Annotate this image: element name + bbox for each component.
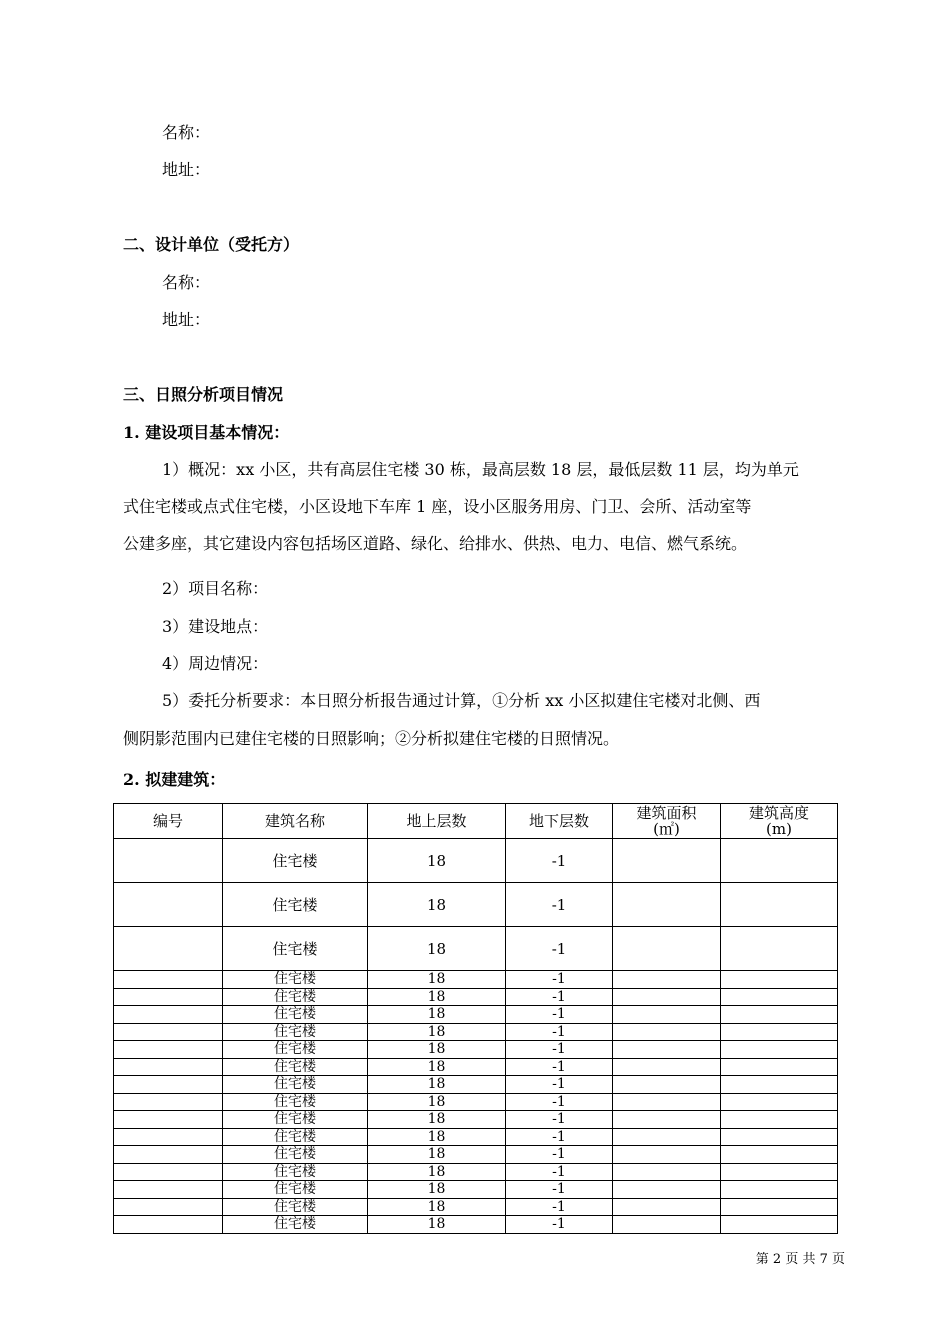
table-cell — [613, 1198, 721, 1216]
table-cell — [114, 1006, 223, 1024]
table-cell — [114, 927, 223, 971]
table-cell: -1 — [506, 1216, 613, 1234]
table-cell: 住宅楼 — [223, 1041, 368, 1059]
table-cell: 住宅楼 — [223, 1111, 368, 1129]
table-cell: 建筑名称 — [223, 804, 368, 839]
page-number: 第 2 页 共 7 页 — [755, 1252, 845, 1267]
table-row — [114, 1181, 838, 1199]
table-cell — [613, 927, 721, 971]
table-cell: 18 — [368, 988, 506, 1006]
table-cell — [721, 883, 838, 927]
table-cell — [613, 1111, 721, 1129]
table-cell: 住宅楼 — [223, 1093, 368, 1111]
client-address-label: 地址： — [162, 160, 211, 179]
table-cell — [721, 1023, 838, 1041]
table-cell — [613, 1181, 721, 1199]
table-row — [114, 1198, 838, 1216]
table-cell — [114, 1216, 223, 1234]
table-row — [114, 1006, 838, 1024]
table-cell — [114, 1181, 223, 1199]
table-cell: 18 — [368, 971, 506, 989]
table-cell: -1 — [506, 1163, 613, 1181]
section2-title: 二、设计单位（受托方） — [123, 235, 300, 254]
table-cell: 18 — [368, 1198, 506, 1216]
table-cell — [721, 1058, 838, 1076]
table-row — [114, 1093, 838, 1111]
table-cell: -1 — [506, 1146, 613, 1164]
table-cell: -1 — [506, 1111, 613, 1129]
table-cell — [114, 1198, 223, 1216]
table-row — [114, 971, 838, 989]
table-cell — [613, 1058, 721, 1076]
subsection1-title: 1. 建设项目基本情况： — [123, 423, 290, 442]
table-cell: 住宅楼 — [223, 1058, 368, 1076]
table-row — [114, 839, 838, 883]
table-cell — [613, 1093, 721, 1111]
table-cell — [721, 1198, 838, 1216]
table-cell — [721, 927, 838, 971]
table-cell: -1 — [506, 1093, 613, 1111]
table-cell — [114, 1023, 223, 1041]
table-cell: 住宅楼 — [223, 927, 368, 971]
table-cell: 住宅楼 — [223, 971, 368, 989]
table-cell: 住宅楼 — [223, 1181, 368, 1199]
table-cell — [613, 1076, 721, 1094]
table-cell: -1 — [506, 1181, 613, 1199]
table-cell: 住宅楼 — [223, 1023, 368, 1041]
table-cell — [721, 1163, 838, 1181]
table-row — [114, 927, 838, 971]
designer-name-label: 名称： — [162, 273, 211, 292]
table-cell: 住宅楼 — [223, 1128, 368, 1146]
table-cell — [721, 1111, 838, 1129]
table-cell: 18 — [368, 1163, 506, 1181]
table-row — [114, 1041, 838, 1059]
table-cell — [613, 839, 721, 883]
table-cell: -1 — [506, 1058, 613, 1076]
table-row — [114, 1023, 838, 1041]
table-cell: -1 — [506, 1041, 613, 1059]
table-cell: 住宅楼 — [223, 839, 368, 883]
table-cell: 住宅楼 — [223, 988, 368, 1006]
table-cell — [613, 1146, 721, 1164]
table-cell: -1 — [506, 883, 613, 927]
table-cell: -1 — [506, 988, 613, 1006]
table-row — [114, 1111, 838, 1129]
table-cell — [721, 839, 838, 883]
table-cell: 18 — [368, 1128, 506, 1146]
table-cell — [114, 1041, 223, 1059]
designer-address-label: 地址： — [162, 310, 211, 329]
table-row — [114, 883, 838, 927]
table-cell: 18 — [368, 1216, 506, 1234]
table-cell: 住宅楼 — [223, 1006, 368, 1024]
table-cell: 18 — [368, 1181, 506, 1199]
table-cell: 18 — [368, 1076, 506, 1094]
table-cell — [721, 1146, 838, 1164]
overview-line2: 式住宅楼或点式住宅楼，小区设地下车库 1 座，设小区服务用房、门卫、会所、活动室等 — [123, 497, 752, 516]
table-cell — [114, 988, 223, 1006]
surroundings: 4）周边情况： — [162, 654, 269, 673]
table-cell — [613, 1163, 721, 1181]
table-cell: 18 — [368, 927, 506, 971]
table-cell — [613, 971, 721, 989]
table-cell: -1 — [506, 927, 613, 971]
table-cell: 建筑面积 (㎡) — [613, 804, 721, 839]
table-cell: 18 — [368, 1111, 506, 1129]
table-cell — [721, 971, 838, 989]
table-cell: 住宅楼 — [223, 1216, 368, 1234]
requirements-line1: 5）委托分析要求：本日照分析报告通过计算，①分析 xx 小区拟建住宅楼对北侧、西 — [162, 691, 761, 710]
table-header-row — [114, 804, 838, 839]
table-cell: 18 — [368, 1093, 506, 1111]
table-row — [114, 1058, 838, 1076]
table-cell: 建筑高度 (m) — [721, 804, 838, 839]
table-cell — [613, 988, 721, 1006]
project-name: 2）项目名称： — [162, 579, 269, 598]
table-cell — [613, 1023, 721, 1041]
table-cell — [613, 1128, 721, 1146]
table-cell — [613, 1006, 721, 1024]
table-cell — [721, 988, 838, 1006]
overview-line1: 1）概况：xx 小区，共有高层住宅楼 30 栋，最高层数 18 层，最低层数 11 层，均为单元 — [162, 460, 799, 479]
table-row — [114, 988, 838, 1006]
client-name-label: 名称： — [162, 123, 211, 142]
table-row — [114, 1146, 838, 1164]
table-cell — [114, 1093, 223, 1111]
table-cell: -1 — [506, 971, 613, 989]
table-cell: 18 — [368, 1006, 506, 1024]
table-cell: -1 — [506, 1076, 613, 1094]
table-cell: 18 — [368, 1041, 506, 1059]
table-row — [114, 1076, 838, 1094]
table-cell: 地上层数 — [368, 804, 506, 839]
table-cell: -1 — [506, 1128, 613, 1146]
table-cell — [613, 883, 721, 927]
table-cell — [114, 971, 223, 989]
table-cell — [114, 1058, 223, 1076]
table-cell — [114, 1076, 223, 1094]
table-cell — [721, 1006, 838, 1024]
table-cell — [114, 1111, 223, 1129]
table-cell — [721, 1093, 838, 1111]
subsection2-title: 2. 拟建建筑： — [123, 770, 226, 789]
table-cell: 18 — [368, 1023, 506, 1041]
table-cell: 18 — [368, 1058, 506, 1076]
table-cell: 地下层数 — [506, 804, 613, 839]
table-row — [114, 1163, 838, 1181]
table-cell — [114, 883, 223, 927]
table-cell: -1 — [506, 839, 613, 883]
table-cell: 住宅楼 — [223, 1146, 368, 1164]
table-cell: 18 — [368, 883, 506, 927]
table-cell — [114, 1128, 223, 1146]
table-row — [114, 1128, 838, 1146]
table-cell: 编号 — [114, 804, 223, 839]
table-cell — [721, 1181, 838, 1199]
table-cell — [613, 1041, 721, 1059]
table-cell: 18 — [368, 839, 506, 883]
table-cell — [721, 1216, 838, 1234]
table-cell: 住宅楼 — [223, 1076, 368, 1094]
table-row — [114, 1216, 838, 1234]
section3-title: 三、日照分析项目情况 — [123, 385, 284, 404]
table-cell: 住宅楼 — [223, 1198, 368, 1216]
table-cell — [721, 1076, 838, 1094]
table-cell — [114, 839, 223, 883]
project-location: 3）建设地点： — [162, 617, 269, 636]
table-cell: 住宅楼 — [223, 1163, 368, 1181]
proposed-buildings-table — [113, 803, 838, 1234]
table-cell: 18 — [368, 1146, 506, 1164]
table-cell — [721, 1128, 838, 1146]
table-cell — [114, 1163, 223, 1181]
table-cell — [721, 1041, 838, 1059]
table-cell: -1 — [506, 1006, 613, 1024]
requirements-line2: 侧阴影范围内已建住宅楼的日照影响；②分析拟建住宅楼的日照情况。 — [123, 729, 620, 748]
table-cell: -1 — [506, 1198, 613, 1216]
table-cell: 住宅楼 — [223, 883, 368, 927]
table-cell — [613, 1216, 721, 1234]
table-cell — [114, 1146, 223, 1164]
overview-line3: 公建多座，其它建设内容包括场区道路、绿化、给排水、供热、电力、电信、燃气系统。 — [123, 534, 748, 553]
table-cell: -1 — [506, 1023, 613, 1041]
